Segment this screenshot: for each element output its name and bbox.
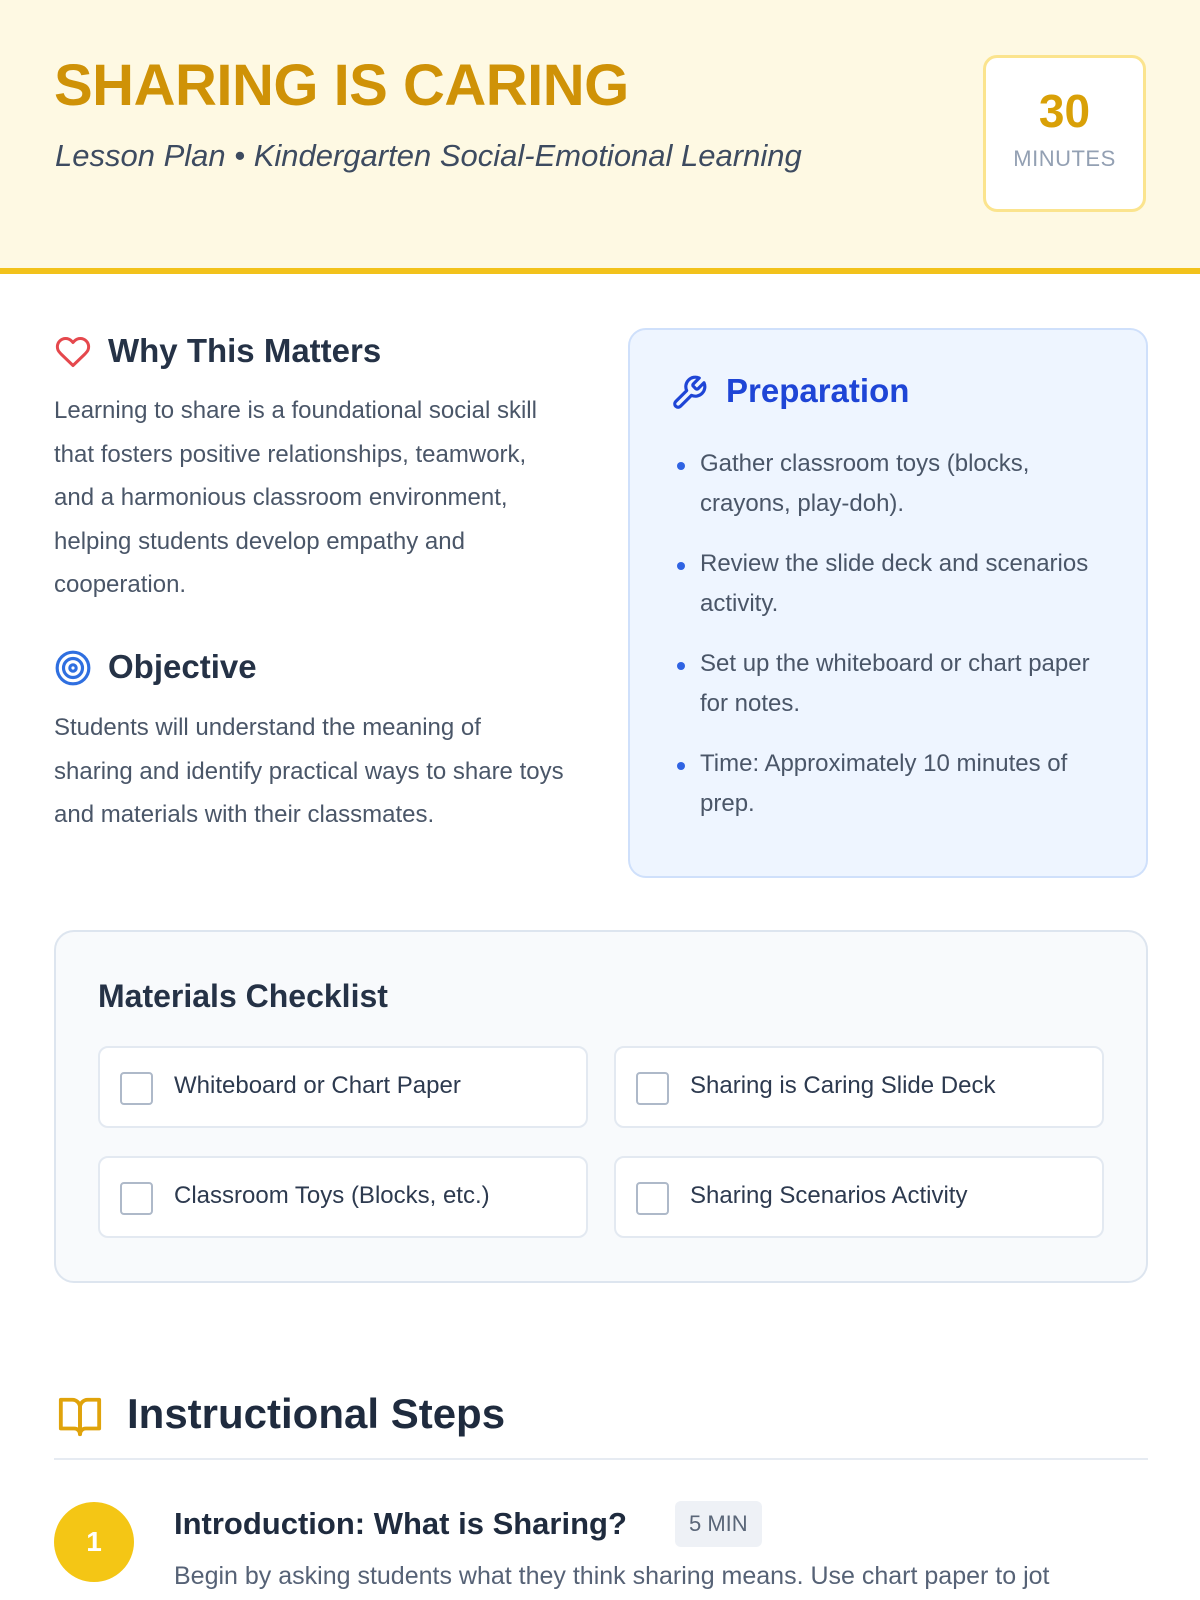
preparation-heading: Preparation [726,372,910,409]
step-description: Begin by asking students what they think sharing means. Use chart paper to jot [174,1562,1050,1590]
materials-checklist [54,930,1148,1283]
checkbox[interactable] [636,1072,669,1105]
why-text: Learning to share is a foundational social skill that fosters positive relationships, teamwork, and a harmonious classroom environment, helping students develop empathy and cooperation. [54,397,537,598]
checkbox[interactable] [636,1182,669,1215]
preparation-item: Set up the whiteboard or chart paper for notes. [672,644,1112,724]
preparation-list [672,444,1112,844]
checklist-label: Sharing is Caring Slide Deck [690,1072,996,1099]
duration-badge [983,55,1146,212]
page-subtitle: Lesson Plan • Kindergarten Social-Emotional Learning [55,138,802,173]
checklist-label: Whiteboard or Chart Paper [174,1072,461,1099]
heart-icon [54,334,92,370]
preparation-card [628,328,1148,878]
checklist-item[interactable] [98,1156,588,1238]
divider [54,1458,1148,1460]
why-heading-label: Why This Matters [108,332,382,369]
objective-text: Students will understand the meaning of sharing and identify practical ways to share toys and materials with their classmates. [54,714,564,828]
checkbox[interactable] [120,1072,153,1105]
objective-heading [108,648,257,686]
checklist-item[interactable] [98,1046,588,1128]
preparation-item: Review the slide deck and scenarios activity. [672,544,1112,624]
checkbox[interactable] [120,1182,153,1215]
checklist-item[interactable] [614,1156,1104,1238]
preparation-item: Time: Approximately 10 minutes of prep. [672,744,1112,824]
checklist-item[interactable] [614,1046,1104,1128]
objective-heading-label: Objective [108,648,257,685]
duration-value: 30 [1038,85,1091,137]
book-open-icon [54,1394,106,1440]
lesson-header [0,0,1200,274]
checklist-label: Sharing Scenarios Activity [690,1182,968,1209]
duration-unit: MINUTES [1013,146,1116,171]
page-title: SHARING IS CARING [54,53,629,118]
step-duration-badge: 5 MIN [675,1501,762,1547]
steps-heading: Instructional Steps [127,1390,506,1437]
materials-heading: Materials Checklist [98,978,388,1014]
step-title: Introduction: What is Sharing? [174,1506,627,1541]
why-heading [108,332,381,370]
target-icon [54,649,92,687]
checklist-label: Classroom Toys (Blocks, etc.) [174,1182,490,1209]
preparation-item: Gather classroom toys (blocks, crayons, play-doh). [672,444,1112,524]
step-number: 1 [54,1502,134,1582]
wrench-icon [670,374,708,412]
